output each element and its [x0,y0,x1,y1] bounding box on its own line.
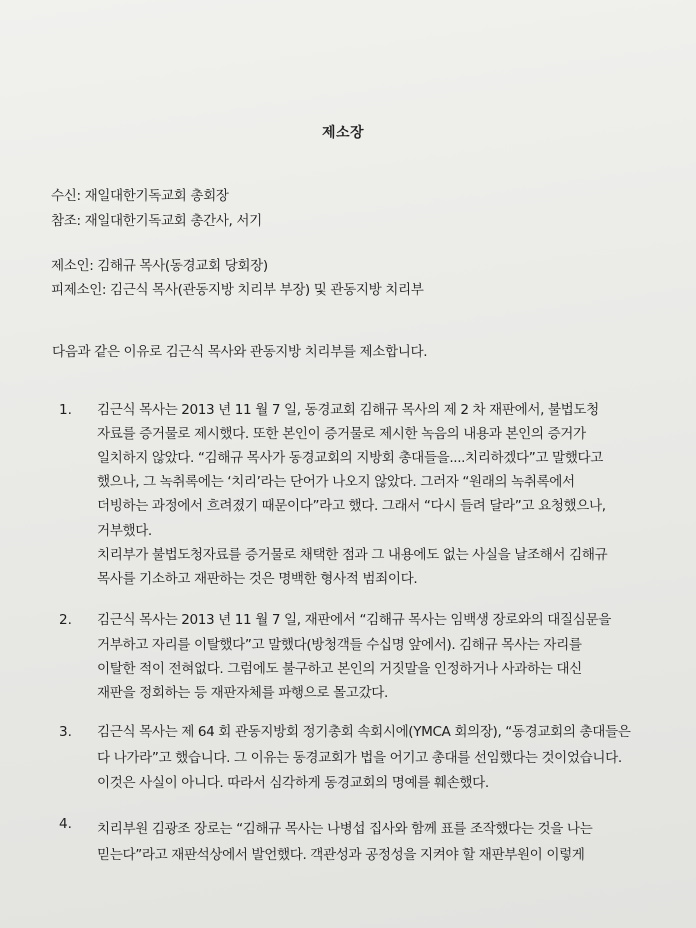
complainant-line: 제소인: 김해규 목사(동경교회 당회장) [51,258,268,274]
intro-paragraph: 다음과 같은 이유로 김근식 목사와 관동지방 치리부를 제소합니다. [52,344,428,360]
item-1-number: 1. [59,402,72,418]
item-1-line-7: 치리부가 불법도청자료를 증거물로 채택한 점과 그 내용에도 없는 사실을 날조해서 김해규 [97,547,608,563]
item-3-line-1: 김근식 목사는 제 64 회 관동지방회 정기총회 속회시에(YMCA 회의장), “동경교회의 총대들은 [97,724,631,740]
item-4-line-2: 믿는다”라고 재판석상에서 발언했다. 객관성과 공정성을 지켜야 할 재판부원이 이렇게 [97,847,585,863]
item-2-number: 2. [59,612,72,628]
item-2-line-1: 김근식 목사는 2013 년 11 월 7 일, 재판에서 “김해규 목사는 임백생 장로와의 대질심문을 [97,612,611,628]
item-3-number: 3. [59,724,72,740]
item-3-line-2: 다 나가라”고 했습니다. 그 이유는 동경교회가 법을 어기고 총대를 선임했다는 것이었습니다. [97,750,622,766]
item-1-line-3: 일치하지 않았다. “김해규 목사가 동경교회의 지방회 총대들을....치리하겠다”고 말했다고 [97,450,603,466]
item-1-line-6: 거부했다. [97,523,152,539]
item-1-line-1: 김근식 목사는 2013 년 11 월 7 일, 동경교회 김해규 목사의 제 2 차 재판에서, 불법도청 [97,402,599,418]
item-1-line-4: 했으나, 그 녹취록에는 ‘치리’라는 단어가 나오지 않았다. 그러자 “원래의 녹취록에서 [97,474,575,490]
item-3-line-3: 이것은 사실이 아니다. 따라서 심각하게 동경교회의 명예를 훼손했다. [97,775,489,791]
item-2-line-2: 거부하고 자리를 이탈했다”고 말했다(방청객들 수십명 앞에서). 김해규 목사는 자리를 [97,637,582,653]
item-1-line-5: 더빙하는 과정에서 흐려졌기 때문이다”라고 했다. 그래서 “다시 들려 달라”고 요청했으나, [97,498,606,514]
recipient-line: 수신: 재일대한기독교회 총회장 [51,188,229,204]
document-title: 제소장 [322,125,365,141]
item-1-line-2: 자료를 증거물로 제시했다. 또한 본인이 증거물로 제시한 녹음의 내용과 본인의 증거가 [97,426,586,442]
item-4-number: 4. [59,816,72,832]
item-1-line-8: 목사를 기소하고 재판하는 것은 명백한 형사적 범죄이다. [97,571,418,587]
item-2-line-3: 이탈한 적이 전혀없다. 그럼에도 불구하고 본인의 거짓말을 인정하거나 사과하는 대신 [97,661,582,677]
respondent-line: 피제소인: 김근식 목사(관동지방 치리부 부장) 및 관동지방 치리부 [51,282,424,298]
cc-line: 참조: 재일대한기독교회 총간사, 서기 [51,213,262,229]
item-2-line-4: 재판을 정회하는 등 재판자체를 파행으로 몰고갔다. [97,685,388,701]
item-4-line-1: 치리부원 김광조 장로는 “김해규 목사는 나병섭 집사와 함께 표를 조작했다는 것을 나는 [97,821,593,837]
